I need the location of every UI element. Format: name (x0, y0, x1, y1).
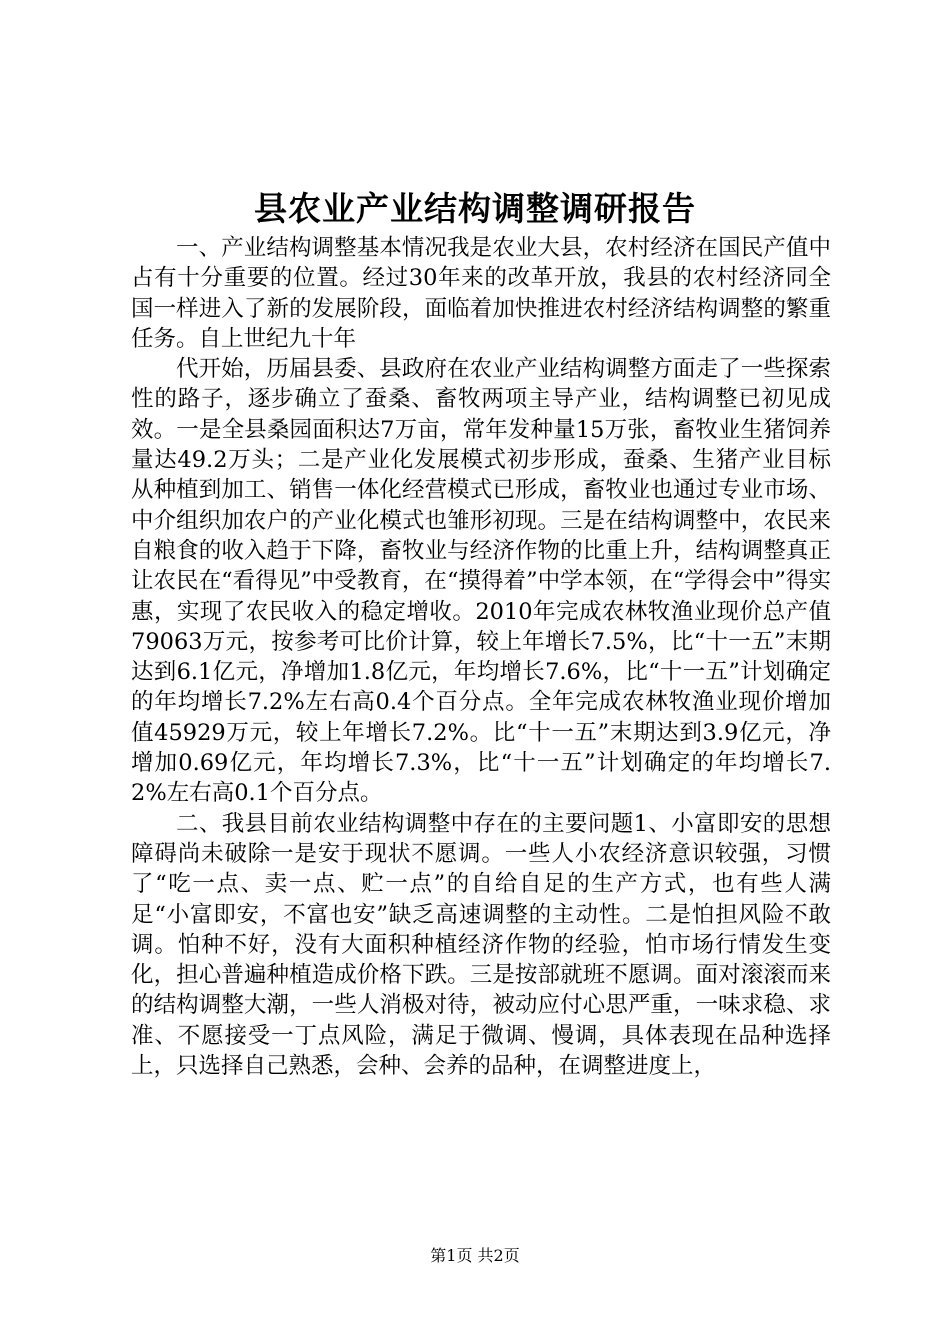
page-footer (0, 1244, 950, 1268)
document-title: 县农业产业结构调整调研报告 (254, 189, 696, 228)
document-body (131, 233, 831, 1081)
paragraph-2: 代开始，历届县委、县政府在农业产业结构调整方面走了一些探索性的路子，逐步确立了蚕桑、畜牧两项主导产业，结构调整已初见成效。一是全县桑园面积达7万亩，常年发种量15万张，畜牧业生猪饲养量达49.2万头；二是产业化发展模式初步形成，蚕桑、生猪产业目标从种植到加工、销售一体化经营模式已形成，畜牧业也通过专业市场、中介组织加农户的产业化模式也雏形初现。三是在结构调整中，农民来自粮食的收入趋于下降，畜牧业与经济作物的比重上升，结构调整真正让农民在“看得见”中受教育，在“摸得着”中学本领，在“学得会中”得实惠，实现了农民收入的稳定增收。2010年完成农林牧渔业现价总产值79063万元，按参考可比价计算，较上年增长7.5%，比“十一五”末期达到6.1亿元，净增加1.8亿元，年均增长7.6%，比“十一五”计划确定的年均增长7.2%左右高0.4个百分点。全年完成农林牧渔业现价增加值45929万元，较上年增长7.2%。比“十一五”末期达到3.9亿元，净增加0.69亿元，年均增长7.3%，比“十一五”计划确定的年均增长7.2%左右高0.1个百分点。 (131, 356, 831, 807)
paragraph-1: 一、产业结构调整基本情况我是农业大县，农村经济在国民产值中占有十分重要的位置。经过30年来的改革开放，我县的农村经济同全国一样进入了新的发展阶段，面临着加快推进农村经济结构调整的繁重任务。自上世纪九十年 (131, 235, 831, 352)
page-number: 第1页 共2页 (430, 1246, 520, 1265)
paragraph-3: 二、我县目前农业结构调整中存在的主要问题1、小富即安的思想障碍尚未破除一是安于现状不愿调。一些人小农经济意识较强，习惯了“吃一点、卖一点、贮一点”的自给自足的生产方式，也有些人满足“小富即安，不富也安”缺乏高速调整的主动性。二是怕担风险不敢调。怕种不好，没有大面积种植经济作物的经验，怕市场行情发生变化，担心普遍种植造成价格下跌。三是按部就班不愿调。面对滚滚而来的结构调整大潮，一些人消极对待，被动应付心思严重，一味求稳、求准、不愿接受一丁点风险，满足于微调、慢调，具体表现在品种选择上，只选择自己熟悉，会种、会养的品种，在调整进度上， (131, 810, 831, 1080)
